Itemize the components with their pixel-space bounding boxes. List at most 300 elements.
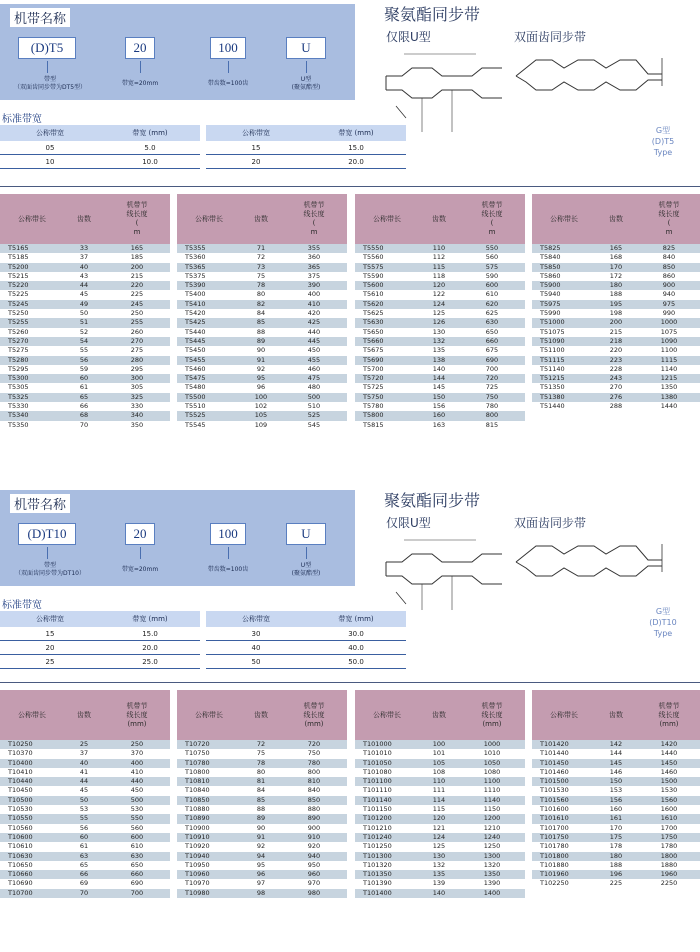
column-header: 公称带长	[550, 214, 578, 223]
length-cell: 1150	[483, 805, 501, 814]
teeth-cell: 195	[609, 299, 623, 308]
belt-code-cell: T101400	[363, 888, 392, 897]
table-row	[355, 768, 525, 777]
table-row	[355, 786, 525, 795]
table-row	[532, 796, 700, 805]
teeth-cell: 44	[79, 281, 89, 290]
code-box-type: (D)T10	[18, 523, 76, 545]
belt-code-cell: T101050	[363, 758, 392, 767]
teeth-cell: 100	[254, 392, 268, 401]
belt-code-cell: T5625	[363, 309, 384, 318]
teeth-cell: 172	[609, 271, 623, 280]
belt-code-cell: T101610	[540, 814, 569, 823]
length-cell: 970	[307, 879, 321, 888]
table-row	[0, 411, 170, 420]
teeth-cell: 60	[79, 832, 89, 841]
belt-code-cell: T10900	[185, 823, 210, 832]
length-cell: 225	[130, 290, 144, 299]
teeth-cell: 91	[256, 832, 266, 841]
belt-code-cell: T5940	[540, 290, 561, 299]
belt-code-cell: T5445	[185, 336, 206, 345]
belt-code-cell: T5545	[185, 420, 206, 429]
length-cell: 625	[485, 309, 499, 318]
teeth-cell: 85	[256, 795, 266, 804]
table-row	[355, 796, 525, 805]
teeth-cell: 101	[432, 749, 446, 758]
length-cell: 1380	[660, 392, 678, 401]
table-body	[355, 244, 525, 430]
belt-code-cell: T5390	[185, 281, 206, 290]
table-row	[532, 318, 700, 327]
belt-code-cell: T5660	[363, 336, 384, 345]
teeth-cell: 132	[432, 860, 446, 869]
belt-code-cell: T101440	[540, 749, 569, 758]
teeth-cell: 124	[432, 832, 446, 841]
table-row	[355, 852, 525, 861]
belt-code-cell: T5295	[8, 364, 29, 373]
table-header	[532, 194, 700, 244]
belt-code-cell: T5550	[363, 244, 384, 252]
table-row	[177, 263, 347, 272]
length-cell: 700	[485, 364, 499, 373]
column-header: 机带节 线长度 ( m	[481, 201, 503, 236]
teeth-cell: 170	[609, 262, 623, 271]
teeth-cell: 288	[609, 402, 623, 411]
teeth-cell: 130	[432, 327, 446, 336]
teeth-cell: 72	[256, 253, 266, 262]
length-cell: 360	[307, 253, 321, 262]
table-row	[532, 786, 700, 795]
table-row	[177, 421, 347, 430]
belt-name-panel	[0, 4, 355, 100]
length-cell: 940	[307, 851, 321, 860]
length-cell: 1100	[660, 346, 678, 355]
table-row	[532, 383, 700, 392]
belt-code-cell: T10720	[185, 740, 210, 748]
length-cell: 990	[662, 309, 676, 318]
teeth-cell: 66	[79, 402, 89, 411]
teeth-cell: 88	[256, 805, 266, 814]
column-header: 公称带长	[373, 710, 401, 719]
code-box-teeth: 100	[210, 37, 246, 59]
length-cell: 200	[130, 262, 144, 271]
table-row	[355, 244, 525, 253]
length-cell: 450	[130, 786, 144, 795]
table-row	[0, 290, 170, 299]
belt-code-cell: T5305	[8, 383, 29, 392]
belt-code-cell: T101010	[363, 749, 392, 758]
belt-code-cell: T101560	[540, 795, 569, 804]
belt-code-cell: T10700	[8, 888, 33, 897]
u-type-title: 仅限U型	[386, 30, 431, 44]
belt-code-cell: T5900	[540, 281, 561, 290]
table-header	[355, 194, 525, 244]
table-row	[532, 768, 700, 777]
teeth-cell: 78	[256, 758, 266, 767]
teeth-cell: 139	[432, 879, 446, 888]
teeth-cell: 150	[609, 777, 623, 786]
belt-code-cell: T10840	[185, 786, 210, 795]
length-cell: 810	[307, 777, 321, 786]
belt-code-cell: T5725	[363, 383, 384, 392]
teeth-cell: 160	[432, 411, 446, 420]
teeth-cell: 90	[256, 346, 266, 355]
teeth-cell: 56	[79, 823, 89, 832]
table-body	[177, 740, 347, 898]
length-cell: 500	[130, 795, 144, 804]
length-cell: 325	[130, 392, 144, 401]
u-profile-diagram	[384, 532, 504, 612]
belt-code-cell: T101880	[540, 860, 569, 869]
std-row: 20 20.0	[0, 641, 200, 655]
length-cell: 420	[307, 309, 321, 318]
length-cell: 750	[307, 749, 321, 758]
length-table-4	[532, 194, 700, 411]
length-cell: 960	[307, 870, 321, 879]
length-cell: 1140	[660, 364, 678, 373]
belt-code-cell: T5165	[8, 244, 29, 252]
belt-code-cell: T10450	[8, 786, 33, 795]
table-row	[532, 749, 700, 758]
teeth-cell: 115	[432, 262, 446, 271]
belt-code-cell: T5275	[8, 346, 29, 355]
length-cell: 460	[307, 364, 321, 373]
length-cell: 800	[485, 411, 499, 420]
column-header: 机带节 线长度 ( m	[658, 201, 680, 236]
belt-code-cell: T51140	[540, 364, 565, 373]
table-row	[355, 833, 525, 842]
table-row	[355, 365, 525, 374]
length-cell: 400	[130, 758, 144, 767]
table-row	[355, 740, 525, 749]
teeth-cell: 84	[256, 309, 266, 318]
belt-code-cell: T10370	[8, 749, 33, 758]
teeth-cell: 59	[79, 364, 89, 373]
length-cell: 690	[485, 355, 499, 364]
length-cell: 590	[485, 271, 499, 280]
table-row	[0, 749, 170, 758]
table-row	[177, 281, 347, 290]
column-header: 机带节 线长度 (mm)	[658, 701, 680, 728]
teeth-cell: 188	[609, 860, 623, 869]
length-cell: 1080	[483, 767, 501, 776]
teeth-cell: 170	[609, 823, 623, 832]
length-cell: 1560	[660, 795, 678, 804]
length-cell: 410	[130, 767, 144, 776]
table-row	[177, 749, 347, 758]
teeth-cell: 168	[609, 253, 623, 262]
length-cell: 300	[130, 374, 144, 383]
table-row	[0, 842, 170, 851]
teeth-cell: 138	[432, 355, 446, 364]
teeth-cell: 180	[609, 851, 623, 860]
belt-code-cell: T10880	[185, 805, 210, 814]
belt-name-panel	[0, 490, 355, 586]
table-row	[177, 814, 347, 823]
teeth-cell: 150	[432, 392, 446, 401]
belt-code-cell: T101700	[540, 823, 569, 832]
belt-code-cell: T10560	[8, 823, 33, 832]
belt-code-cell: T5475	[185, 374, 206, 383]
table-row	[177, 272, 347, 281]
std-row: 25 25.0	[0, 655, 200, 669]
length-cell: 1000	[483, 740, 501, 748]
belt-code-cell: T5510	[185, 402, 206, 411]
table-row	[355, 814, 525, 823]
length-table-2	[177, 194, 347, 430]
teeth-cell: 68	[79, 411, 89, 420]
column-header: 公称带长	[195, 710, 223, 719]
length-cell: 780	[485, 402, 499, 411]
table-row	[177, 365, 347, 374]
length-cell: 340	[130, 411, 144, 420]
belt-code-cell: T5215	[8, 271, 29, 280]
table-row	[355, 749, 525, 758]
table-row	[355, 263, 525, 272]
code-caption-type: 带型 （双面齿同步带为DT10）	[15, 562, 85, 577]
length-cell: 425	[307, 318, 321, 327]
length-cell: 370	[130, 749, 144, 758]
teeth-cell: 153	[609, 786, 623, 795]
table-header	[177, 194, 347, 244]
code-box-width: 20	[125, 37, 155, 59]
table-row	[0, 244, 170, 253]
table-row	[355, 309, 525, 318]
length-cell: 825	[662, 244, 676, 252]
length-cell: 880	[307, 805, 321, 814]
std-row: 10 10.0	[0, 155, 200, 169]
length-cell: 250	[130, 740, 144, 748]
table-row	[0, 374, 170, 383]
table-row	[355, 870, 525, 879]
teeth-cell: 70	[79, 420, 89, 429]
teeth-cell: 145	[609, 758, 623, 767]
length-cell: 610	[485, 290, 499, 299]
belt-code-cell: T101960	[540, 870, 569, 879]
table-row	[532, 337, 700, 346]
length-cell: 660	[485, 336, 499, 345]
table-row	[355, 383, 525, 392]
teeth-cell: 228	[609, 364, 623, 373]
table-row	[0, 281, 170, 290]
length-cell: 1210	[483, 823, 501, 832]
belt-code-cell: T51380	[540, 392, 565, 401]
teeth-cell: 97	[256, 879, 266, 888]
table-row	[355, 421, 525, 430]
teeth-cell: 91	[256, 355, 266, 364]
length-table-1	[0, 690, 170, 898]
teeth-cell: 63	[79, 851, 89, 860]
length-cell: 455	[307, 355, 321, 364]
belt-code-cell: T101140	[363, 795, 392, 804]
table-row	[355, 328, 525, 337]
belt-code-cell: T10810	[185, 777, 210, 786]
table-row	[532, 870, 700, 879]
length-cell: 690	[130, 879, 144, 888]
table-row	[0, 337, 170, 346]
teeth-cell: 109	[254, 420, 268, 429]
length-cell: 1100	[483, 777, 501, 786]
teeth-cell: 223	[609, 355, 623, 364]
teeth-cell: 70	[79, 888, 89, 897]
belt-code-cell: T5560	[363, 253, 384, 262]
column-header: 齿数	[432, 214, 446, 223]
belt-code-cell: T5260	[8, 327, 29, 336]
belt-code-cell: T5750	[363, 392, 384, 401]
teeth-cell: 124	[432, 299, 446, 308]
length-cell: 255	[130, 318, 144, 327]
belt-code-cell: T5600	[363, 281, 384, 290]
belt-code-cell: T10940	[185, 851, 210, 860]
std-row: 05 5.0	[0, 141, 200, 155]
belt-code-cell: T101320	[363, 860, 392, 869]
table-row	[355, 356, 525, 365]
table-row	[177, 889, 347, 898]
table-row	[532, 777, 700, 786]
belt-code-cell: T5720	[363, 374, 384, 383]
length-cell: 940	[662, 290, 676, 299]
teeth-cell: 85	[256, 318, 266, 327]
length-cell: 280	[130, 355, 144, 364]
length-cell: 550	[130, 814, 144, 823]
belt-code-cell: T5280	[8, 355, 29, 364]
belt-code-cell: T101600	[540, 805, 569, 814]
table-row	[0, 879, 170, 888]
table-row	[0, 759, 170, 768]
teeth-cell: 126	[432, 318, 446, 327]
belt-code-cell: T101420	[540, 740, 569, 748]
teeth-cell: 118	[432, 271, 446, 280]
belt-code-cell: T5300	[8, 374, 29, 383]
length-cell: 1140	[483, 795, 501, 804]
table-row	[177, 833, 347, 842]
table-header	[355, 690, 525, 740]
length-cell: 215	[130, 271, 144, 280]
teeth-cell: 198	[609, 309, 623, 318]
teeth-cell: 82	[256, 299, 266, 308]
table-row	[0, 263, 170, 272]
table-row	[532, 346, 700, 355]
code-caption-material: U型 (聚氨酯型)	[291, 562, 321, 577]
belt-code-cell: T5620	[363, 299, 384, 308]
table-row	[532, 281, 700, 290]
belt-code-cell: T5410	[185, 299, 206, 308]
belt-code-cell: T5425	[185, 318, 206, 327]
teeth-cell: 130	[432, 851, 446, 860]
belt-code-cell: T101450	[540, 758, 569, 767]
length-cell: 600	[485, 281, 499, 290]
table-row	[0, 356, 170, 365]
teeth-cell: 175	[609, 832, 623, 841]
code-caption-type: 带型 （双面齿同步带为DT5型）	[13, 76, 87, 91]
table-row	[177, 253, 347, 262]
length-cell: 330	[130, 402, 144, 411]
teeth-cell: 80	[256, 767, 266, 776]
teeth-cell: 89	[256, 336, 266, 345]
length-cell: 475	[307, 374, 321, 383]
belt-code-cell: T102250	[540, 879, 569, 888]
teeth-cell: 69	[79, 879, 89, 888]
belt-code-cell: T101080	[363, 767, 392, 776]
table-row	[177, 309, 347, 318]
table-row	[0, 796, 170, 805]
teeth-cell: 25	[79, 740, 89, 748]
teeth-cell: 44	[79, 777, 89, 786]
length-cell: 440	[307, 327, 321, 336]
teeth-cell: 95	[256, 374, 266, 383]
teeth-cell: 88	[256, 327, 266, 336]
belt-code-cell: T101100	[363, 777, 392, 786]
table-row	[355, 411, 525, 420]
teeth-cell: 33	[79, 244, 89, 252]
double-sided-title: 双面齿同步带	[514, 30, 587, 44]
teeth-cell: 156	[432, 402, 446, 411]
table-row	[177, 402, 347, 411]
teeth-cell: 200	[609, 318, 623, 327]
belt-code-cell: T5525	[185, 411, 206, 420]
length-table-3	[355, 690, 525, 898]
length-cell: 720	[485, 374, 499, 383]
belt-code-cell: T10980	[185, 888, 210, 897]
length-cell: 610	[130, 842, 144, 851]
length-cell: 900	[662, 281, 676, 290]
length-cell: 365	[307, 262, 321, 271]
section-t5: 机带名称 (D)T5 带型 （双面齿同步带为DT5型） 20 带宽=20mm 100 带齿数=100齿 U U型 (聚氨酯型) 聚氨酯同步带 仅限U型 双面齿同步带 G型 (D)T5 Type 标准带宽 公称带宽 带宽 (mm) 05 5.0 10 10.0 公称带宽 带宽 (mm) 15 15.0 20 20.0 公称带长 齿数 机带节 线长度 ( m T5165 33 165 T5185 37 185 T5200 40 200 T5215 43 215 T5220 44 220 T5225 45 225 T5245 49 245 T5250 50 250 T5255 51 255 T5260 52 260 T5270 54 270 T5275 55 275 T5280 56 280 T5295 59 295 T5300 60 300 T5305 61 305 T5325 65 325 T5330 66 330 T5340 68 340 T5350 70 350 公称带长 齿数 机带节 线长度 ( m T5355 71 355 T5360 72 360 T5365 73 365 T5375 75 375 T5390 78 390 T5400 80 400 T5410 82 410 T5420 84 420 T5425 85 425 T5440 88 440 T5445 89 445 T5450 90 450 T5455 91 455 T5460 92 460 T5475 95 475 T5480 96 480 T5500 100 500 T5510 102 510 T5525 105 525 T5545 109 545 公称带长 齿数 机带节 线长度 ( m T5550 110 550 T5560 112 560 T5575 115 575 T5590 118 590 T5600 120 600 T5610 122 610 T5620 124 620 T5625 125 625 T5630 126 630 T5650 130 650 T5660 132 660 T5675 135 675 T5690 138 690 T5700 140 700 T5720 144 720 T5725 145 725 T5750 150 750 T5780 156 780 T5800 160 800 T5815 163 815 公称带长 齿数 机带节 线长度 ( m T5825 165 825 T5840 168 840 T5850 170 850 T5860 172 860 T5900 180 900 T5940 188 940 T5975 195 975 T5990 198 990 T51000 200 1000 T51075 215 1075 T51090 218 1090 T51100 220 1100 T51115 223 1115 T51140 228 1140 T51215 243 1215 T51350 270 1350 T51380 276 1380 T51440 288 1440	[0, 0, 700, 478]
table-row	[532, 244, 700, 253]
std-row: 15 15.0	[206, 141, 406, 155]
length-cell: 165	[130, 244, 144, 252]
table-row	[532, 374, 700, 383]
table-body	[355, 740, 525, 898]
column-header: 齿数	[254, 214, 268, 223]
teeth-cell: 111	[432, 786, 446, 795]
length-table-4	[532, 690, 700, 889]
table-row	[0, 393, 170, 402]
table-row	[355, 402, 525, 411]
teeth-cell: 140	[432, 888, 446, 897]
belt-code-cell: T10500	[8, 795, 33, 804]
table-row	[177, 852, 347, 861]
table-row	[0, 861, 170, 870]
pu-belt-title: 聚氨酯同步带	[384, 5, 481, 24]
length-cell: 1500	[660, 777, 678, 786]
std-width-label: 标准带宽	[2, 114, 42, 125]
belt-code-cell: T51215	[540, 374, 565, 383]
belt-code-cell: T51440	[540, 402, 565, 411]
length-cell: 620	[485, 299, 499, 308]
u-profile-diagram	[384, 46, 504, 136]
belt-code-cell: T10910	[185, 832, 210, 841]
pu-belt-title: 聚氨酯同步带	[384, 491, 481, 510]
column-header: 机带节 线长度 ( m	[303, 201, 325, 236]
length-cell: 1880	[660, 860, 678, 869]
belt-code-cell: T5225	[8, 290, 29, 299]
teeth-cell: 41	[79, 767, 89, 776]
table-row	[355, 393, 525, 402]
teeth-cell: 120	[432, 814, 446, 823]
std-width-label: 标准带宽	[2, 600, 42, 611]
table-row	[532, 814, 700, 823]
belt-code-cell: T10850	[185, 795, 210, 804]
belt-code-cell: T101530	[540, 786, 569, 795]
teeth-cell: 61	[79, 383, 89, 392]
length-cell: 575	[485, 262, 499, 271]
table-row	[0, 740, 170, 749]
belt-code-cell: T5360	[185, 253, 206, 262]
table-row	[0, 300, 170, 309]
table-row	[177, 244, 347, 253]
belt-code-cell: T5840	[540, 253, 561, 262]
